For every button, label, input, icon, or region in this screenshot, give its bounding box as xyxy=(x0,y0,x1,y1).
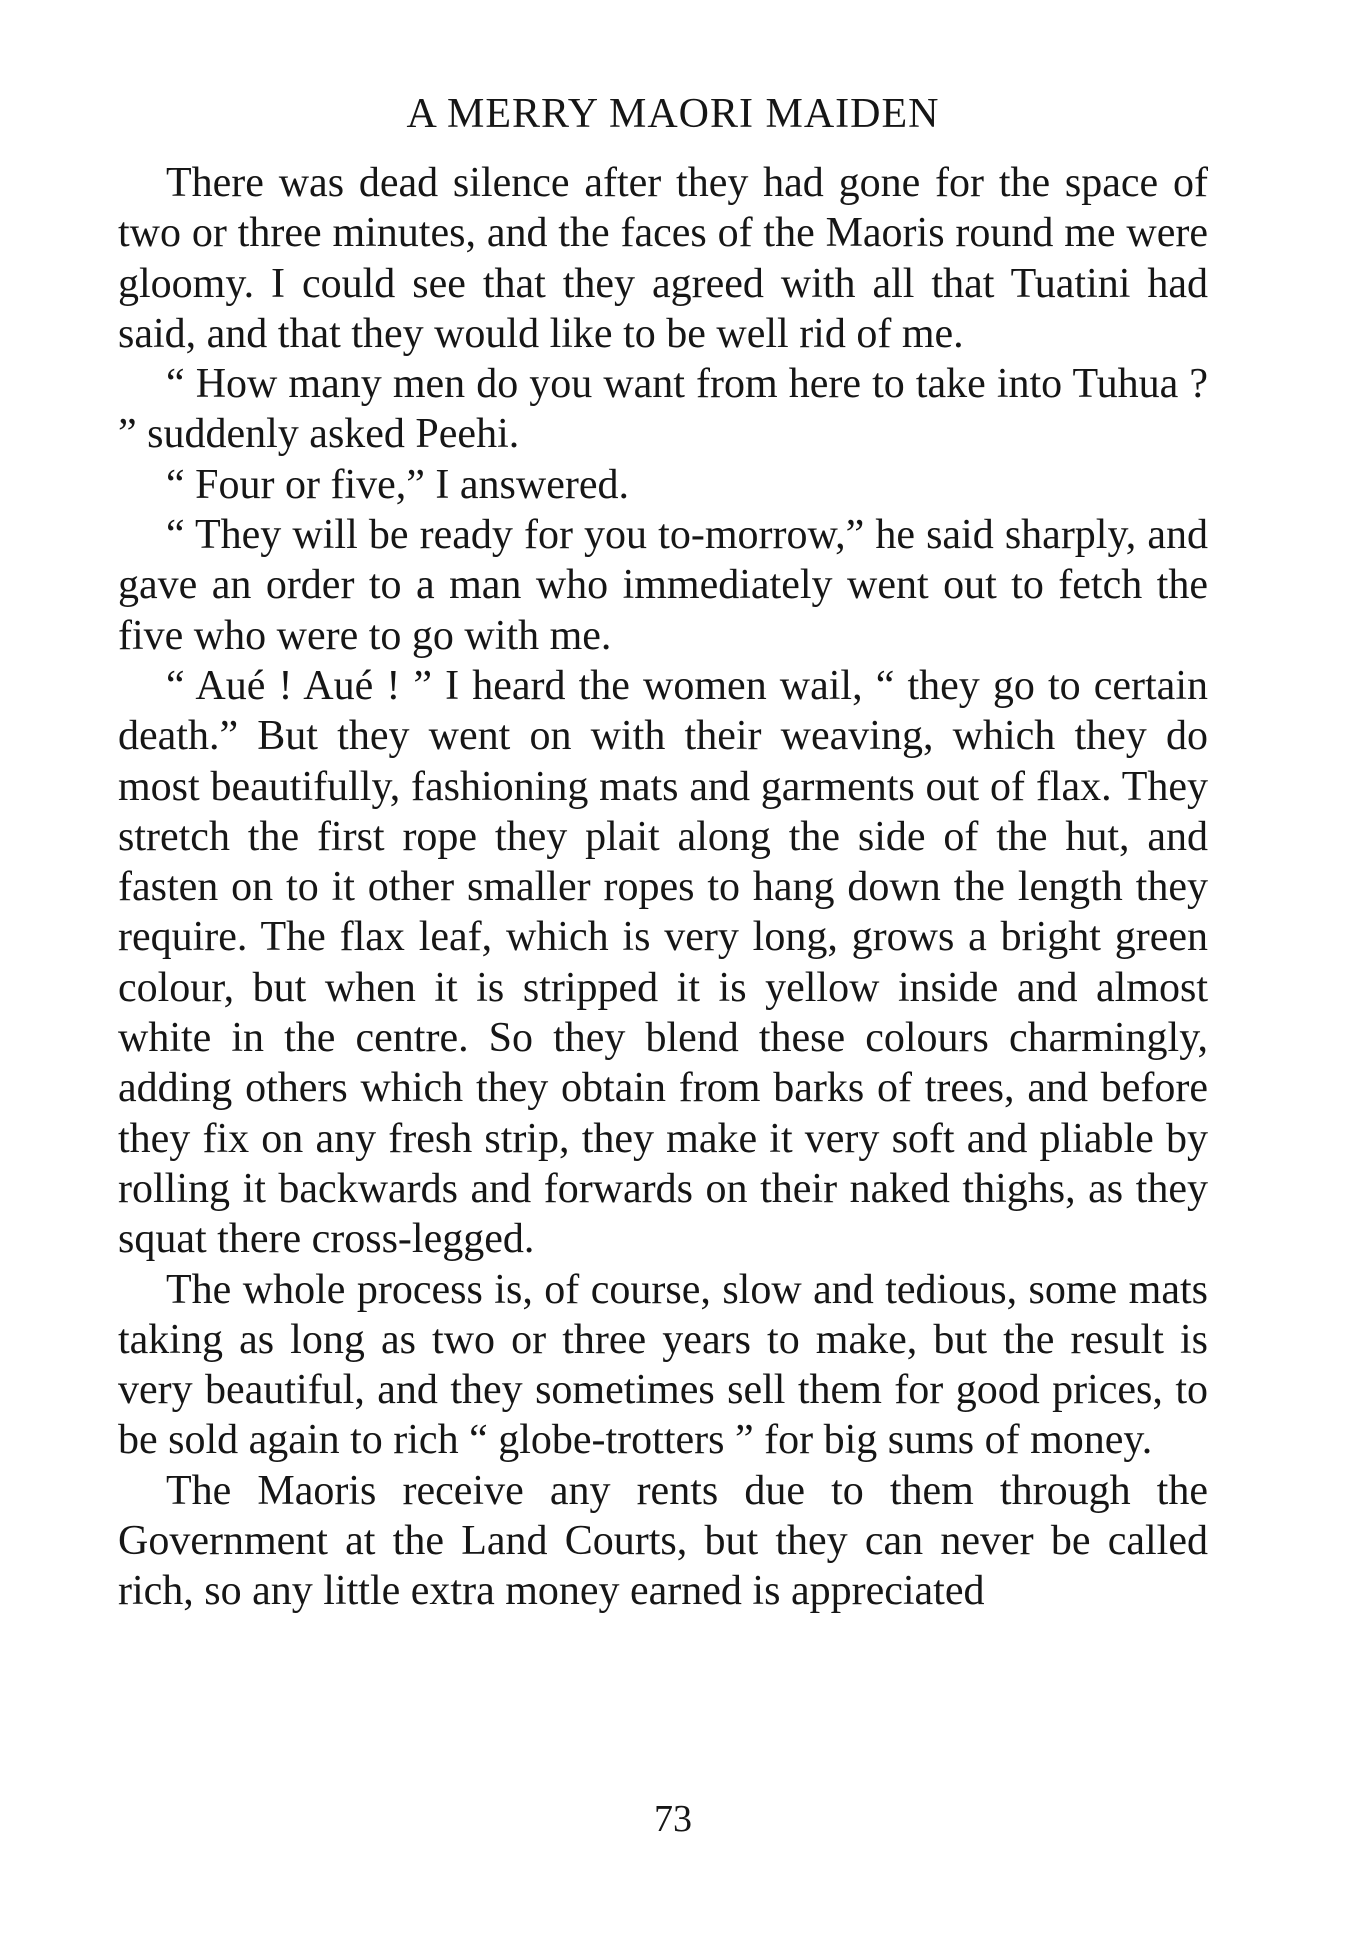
body-text xyxy=(118,158,1208,1617)
paragraph: “ Four or five,” I answered. xyxy=(166,461,629,508)
paragraph: “ They will be ready for you to-morrow,” he said sharply, and gave an order to a man who immediately went out to fetch the five who were to go with me. xyxy=(118,512,1208,659)
paragraph: The whole process is, of course, slow and tedious, some mats taking as long as two or three years to make, but the result is very beautiful, and they sometimes sell them for good prices, to be sold again to rich “ globe-trotters ” for big sums of money. xyxy=(118,1266,1208,1464)
paragraph: “ How many men do you want from here to take into Tuhua ? ” suddenly asked Peehi. xyxy=(118,361,1208,458)
page-number: 73 xyxy=(654,1798,692,1840)
paragraph: “ Aué ! Aué ! ” I heard the women wail, “ they go to certain death.” But they went on with their weaving, which they do most beautifully, fashioning mats and garments out of flax. They stretch the first rope they plait along the side of the hut, and fasten on to it other smaller ropes to hang down the length they require. The flax leaf, which is very long, grows a bright green colour, but when it is stripped it is yellow inside and almost white in the centre. So they blend these colours charmingly, adding others which they obtain from barks of trees, and before they fix on any fresh strip, they make it very soft and pliable by rolling it backwards and forwards on their naked thighs, as they squat there cross-legged. xyxy=(118,662,1208,1263)
paragraph: The Maoris receive any rents due to them through the Government at the Land Courts, but they can never be called rich, so any little extra money earned is appreciated xyxy=(118,1467,1208,1615)
running-head: A MERRY MAORI MAIDEN xyxy=(406,91,940,137)
paragraph: There was dead silence after they had gone for the space of two or three minutes, and the faces of the Maoris round me were gloomy. I could see that they agreed with all that Tuatini had said, and that they would like to be well rid of me. xyxy=(118,160,1208,357)
